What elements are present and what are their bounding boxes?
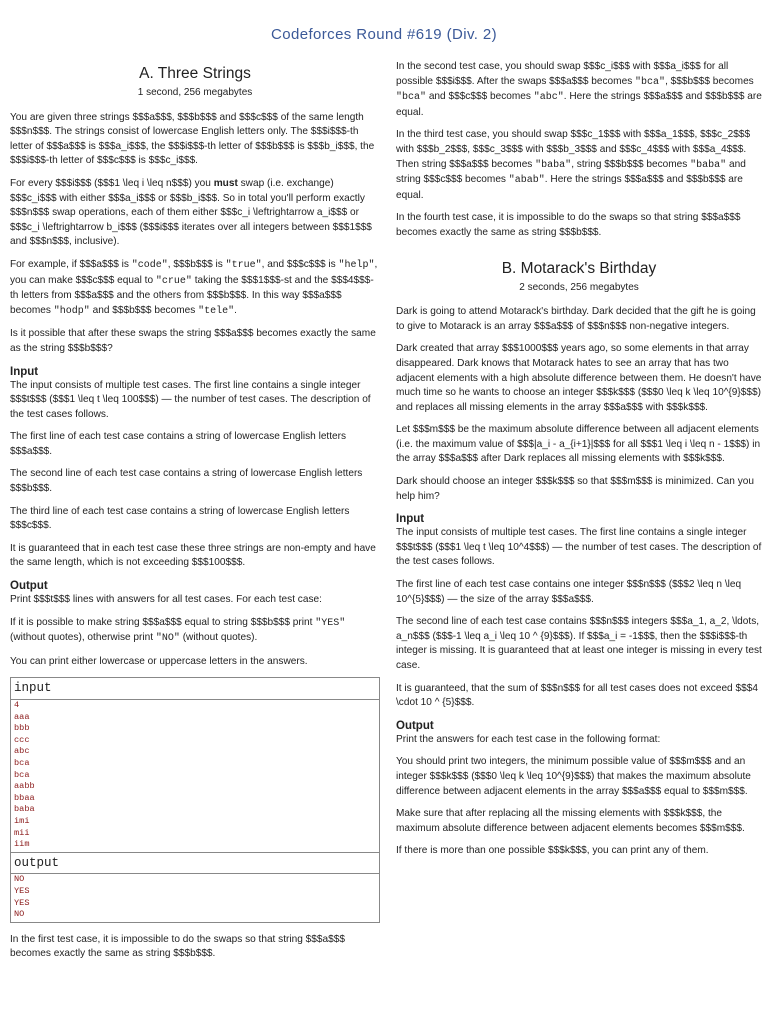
inline-code: "tele" — [198, 305, 235, 317]
statement-text: taking the $$$1$$$-st and the $$$4$$$-th letters from $$$a$$$ and the others from $$$b$$$. In this way $$$a$$$ becomes — [10, 274, 374, 316]
statement-text: , $$$b$$$ is — [167, 258, 226, 270]
statement-paragraph: Is it possible that after these swaps the string $$$a$$$ becomes exactly the same as the string $$$b$$$? — [10, 328, 376, 354]
statement-paragraph: Dark should choose an integer $$$k$$$ so that $$$m$$$ is minimized. Can you help him? — [396, 476, 754, 502]
statement-text: (without quotes). — [179, 632, 258, 644]
inline-code: "baba" — [535, 159, 572, 171]
output-paragraph — [10, 616, 380, 647]
input-paragraph: The input consists of multiple test cases. The first line contains a single integer $$$t$$$ ($$$1 \leq t \leq 10^4$$$) — the number of test cases. The description of the test cases follows. — [396, 527, 762, 568]
problem-a-title: A. Three Strings — [139, 65, 251, 82]
statement-text: (without quotes), otherwise print — [10, 632, 156, 644]
statement-text: . — [234, 304, 237, 316]
inline-code: "NO" — [155, 633, 180, 645]
inline-code: "YES" — [315, 617, 346, 629]
inline-code: "baba" — [690, 159, 727, 171]
input-paragraph: The first line of each test case contains one integer $$$n$$$ ($$$2 \leq n \leq 10^{5}$$$) — the size of the array $$$a$$$. — [396, 579, 742, 605]
statement-text: swap (i.e. exchange) $$$c_i$$$ with either $$$a_i$$$ or $$$b_i$$$. So in total you'll perform exactly $$$n$$$ swap operations, each of them either $$$c_i \leftrightarrow a_i$$$ or $$$c_i \leftrightarrow b_i$$$ ($$$i$$$ iterates over all integers between $$$1$$$ and $$$n$$$, inclusive). — [10, 177, 372, 248]
sample-test — [10, 677, 380, 922]
inline-code: "code" — [131, 259, 168, 271]
statement-paragraph — [10, 258, 380, 319]
inline-code: "abc" — [533, 92, 564, 104]
sample-output-content[interactable]: NO YES YES NO — [14, 874, 30, 920]
sample-input-content[interactable]: 4 aaa bbb ccc abc bca bca aabb bbaa baba imi mii iim — [14, 700, 35, 850]
statement-text: and $$$b$$$ becomes — [89, 304, 199, 316]
inline-code: "bca" — [396, 92, 427, 104]
inline-code: "crue" — [155, 275, 192, 287]
input-paragraph: The second line of each test case contains a string of lowercase English letters $$$b$$$. — [10, 468, 363, 495]
output-paragraph: Print the answers for each test case in the following format: — [396, 733, 661, 745]
statement-paragraph: Let $$$m$$$ be the maximum absolute difference between all adjacent elements (i.e. the maximum value of $$$|a_i - a_{i+1}|$$$ for all $$$1 \leq i \leq n - 1$$$) in the array $$$a$$$ after Dark replaces all missing elements with $$$k$$$. — [396, 424, 761, 465]
statement-text: In the second test case, you should swap $$$c_i$$$ with $$$a_i$$$ for all possible $$$i$$$. After the swaps $$$a$$$ becomes — [396, 61, 729, 87]
statement-text: . Here the strings $$$a$$$ and $$$b$$$ are equal. — [396, 91, 762, 118]
output-paragraph: Make sure that after replacing all the missing elements with $$$k$$$, the maximum absolute difference between adjacent elements becomes $$$m$$$. — [396, 808, 745, 834]
statement-text: , you can make $$$c$$$ equal to — [10, 258, 378, 286]
output-section-title: Output — [396, 719, 434, 732]
inline-code: "hodp" — [53, 305, 90, 317]
section-spacer — [396, 249, 762, 255]
note-paragraph: In the first test case, it is impossible to do the swaps so that string $$$a$$$ becomes exactly the same as string $$$b$$$. — [10, 933, 345, 960]
input-paragraph: The first line of each test case contains a string of lowercase English letters $$$a$$$. — [10, 431, 347, 457]
problem-b-limits: 2 seconds, 256 megabytes — [519, 281, 639, 293]
contest-title: Codeforces Round #619 (Div. 2) — [271, 26, 497, 43]
inline-code: "true" — [225, 259, 262, 271]
input-section-title: Input — [396, 513, 425, 526]
statement-text: . Here the strings $$$a$$$ and $$$b$$$ are equal. — [396, 174, 743, 201]
statement-paragraph: Dark created that array $$$1000$$$ years ago, so some elements in that array disappeared. Dark knows that Motarack hates to see an array that has two adjacent elements with a high absolute difference between them. He doesn't have much time so he wants to choose an integer $$$k$$$ ($$$0 \leq k \leq 10^{9}$$$) and replaces all missing elements in the array $$$a$$$ with $$$k$$$. — [396, 343, 762, 413]
input-section-title: Input — [10, 365, 39, 378]
inline-code: "help" — [338, 259, 375, 271]
input-paragraph: The third line of each test case contains a string of lowercase English letters $$$c$$$. — [10, 505, 350, 532]
emphasis-must: must — [213, 177, 238, 189]
problem-a-column — [10, 60, 380, 970]
output-paragraph: You should print two integers, the minimum possible value of $$$m$$$ and an integer $$$k$$$ ($$$0 \leq k \leq 10^{9}$$$) that makes the maximum absolute difference between adjacent elements in the array $$$a$$$ equal to $$$m$$$. — [396, 756, 751, 797]
sample-output-label: output — [11, 852, 379, 875]
statement-paragraph — [10, 177, 380, 250]
inline-code: "abab" — [508, 175, 545, 187]
sample-input-label: input — [11, 678, 379, 700]
statement-text: For example, if $$$a$$$ is — [10, 258, 132, 270]
note-paragraph — [396, 60, 762, 120]
input-paragraph: The input consists of multiple test cases. The first line contains a single integer $$$t$$$ ($$$1 \leq t \leq 100$$$) — the number of test cases. The description of the test cases follows. — [10, 379, 371, 420]
note-paragraph — [396, 128, 762, 203]
output-section-title: Output — [10, 580, 48, 593]
input-paragraph: It is guaranteed that in each test case these three strings are non-empty and have the same length, which is not exceeding $$$100$$$. — [10, 542, 376, 569]
statement-text: For every $$$i$$$ ($$$1 \leq i \leq n$$$) you — [10, 177, 214, 189]
inline-code: "bca" — [635, 76, 666, 88]
statement-text: , and $$$c$$$ is — [261, 258, 339, 270]
input-paragraph: The second line of each test case contains $$$n$$$ integers $$$a_1, a_2, \ldots, a_n$$$ ($$$-1 \leq a_i \leq 10 ^ {9}$$$). If $$$a_i = -1$$$, then the $$$i$$$-th integer is missing. It is guaranteed that at least one integer is missing in every test case. — [396, 616, 762, 671]
problem-a-limits: 1 second, 256 megabytes — [137, 87, 253, 98]
input-paragraph: It is guaranteed, that the sum of $$$n$$$ for all test cases does not exceed $$$4 \cdot 10 ^ {5}$$$. — [396, 682, 758, 709]
problem-b-column — [396, 60, 762, 867]
statement-text: If it is possible to make string $$$a$$$ equal to string $$$b$$$ print — [10, 616, 316, 628]
note-paragraph: In the fourth test case, it is impossible to do the swaps so that string $$$a$$$ becomes exactly the same as string $$$b$$$. — [396, 212, 741, 238]
statement-paragraph: Dark is going to attend Motarack's birthday. Dark decided that the gift he is going to give to Motarack is an array $$$a$$$ of $$$n$$$ non-negative integers. — [396, 306, 756, 332]
output-paragraph: You can print either lowercase or uppercase letters in the answers. — [10, 655, 308, 667]
statement-text: and $$$c$$$ becomes — [426, 91, 534, 103]
statement-text: In the third test case, you should swap $$$c_1$$$ with $$$a_1$$$, $$$c_2$$$ with $$$b_2$$$, $$$c_3$$$ with $$$b_3$$$ and $$$c_4$$$ with $$$a_4$$$. Then string $$$a$$$ becomes — [396, 129, 751, 170]
output-paragraph: Print $$$t$$$ lines with answers for all test cases. For each test case: — [10, 594, 322, 606]
statement-text: , $$$b$$$ becomes — [665, 75, 754, 87]
statement-text: , string $$$b$$$ becomes — [571, 158, 691, 170]
problem-b-title: B. Motarack's Birthday — [501, 259, 657, 277]
output-paragraph: If there is more than one possible $$$k$$$, you can print any of them. — [396, 845, 709, 857]
statement-paragraph: You are given three strings $$$a$$$, $$$b$$$ and $$$c$$$ of the same length $$$n$$$. The strings consist of lowercase English letters only. The $$$i$$$-th letter of $$$a$$$ is $$$a_i$$$, the $$$i$$$-th letter of $$$b$$$ is $$$b_i$$$, the $$$i$$$-th letter of $$$c$$$ is $$$c_i$$$. — [10, 111, 375, 167]
statement-text: and string $$$c$$$ becomes — [396, 158, 746, 186]
